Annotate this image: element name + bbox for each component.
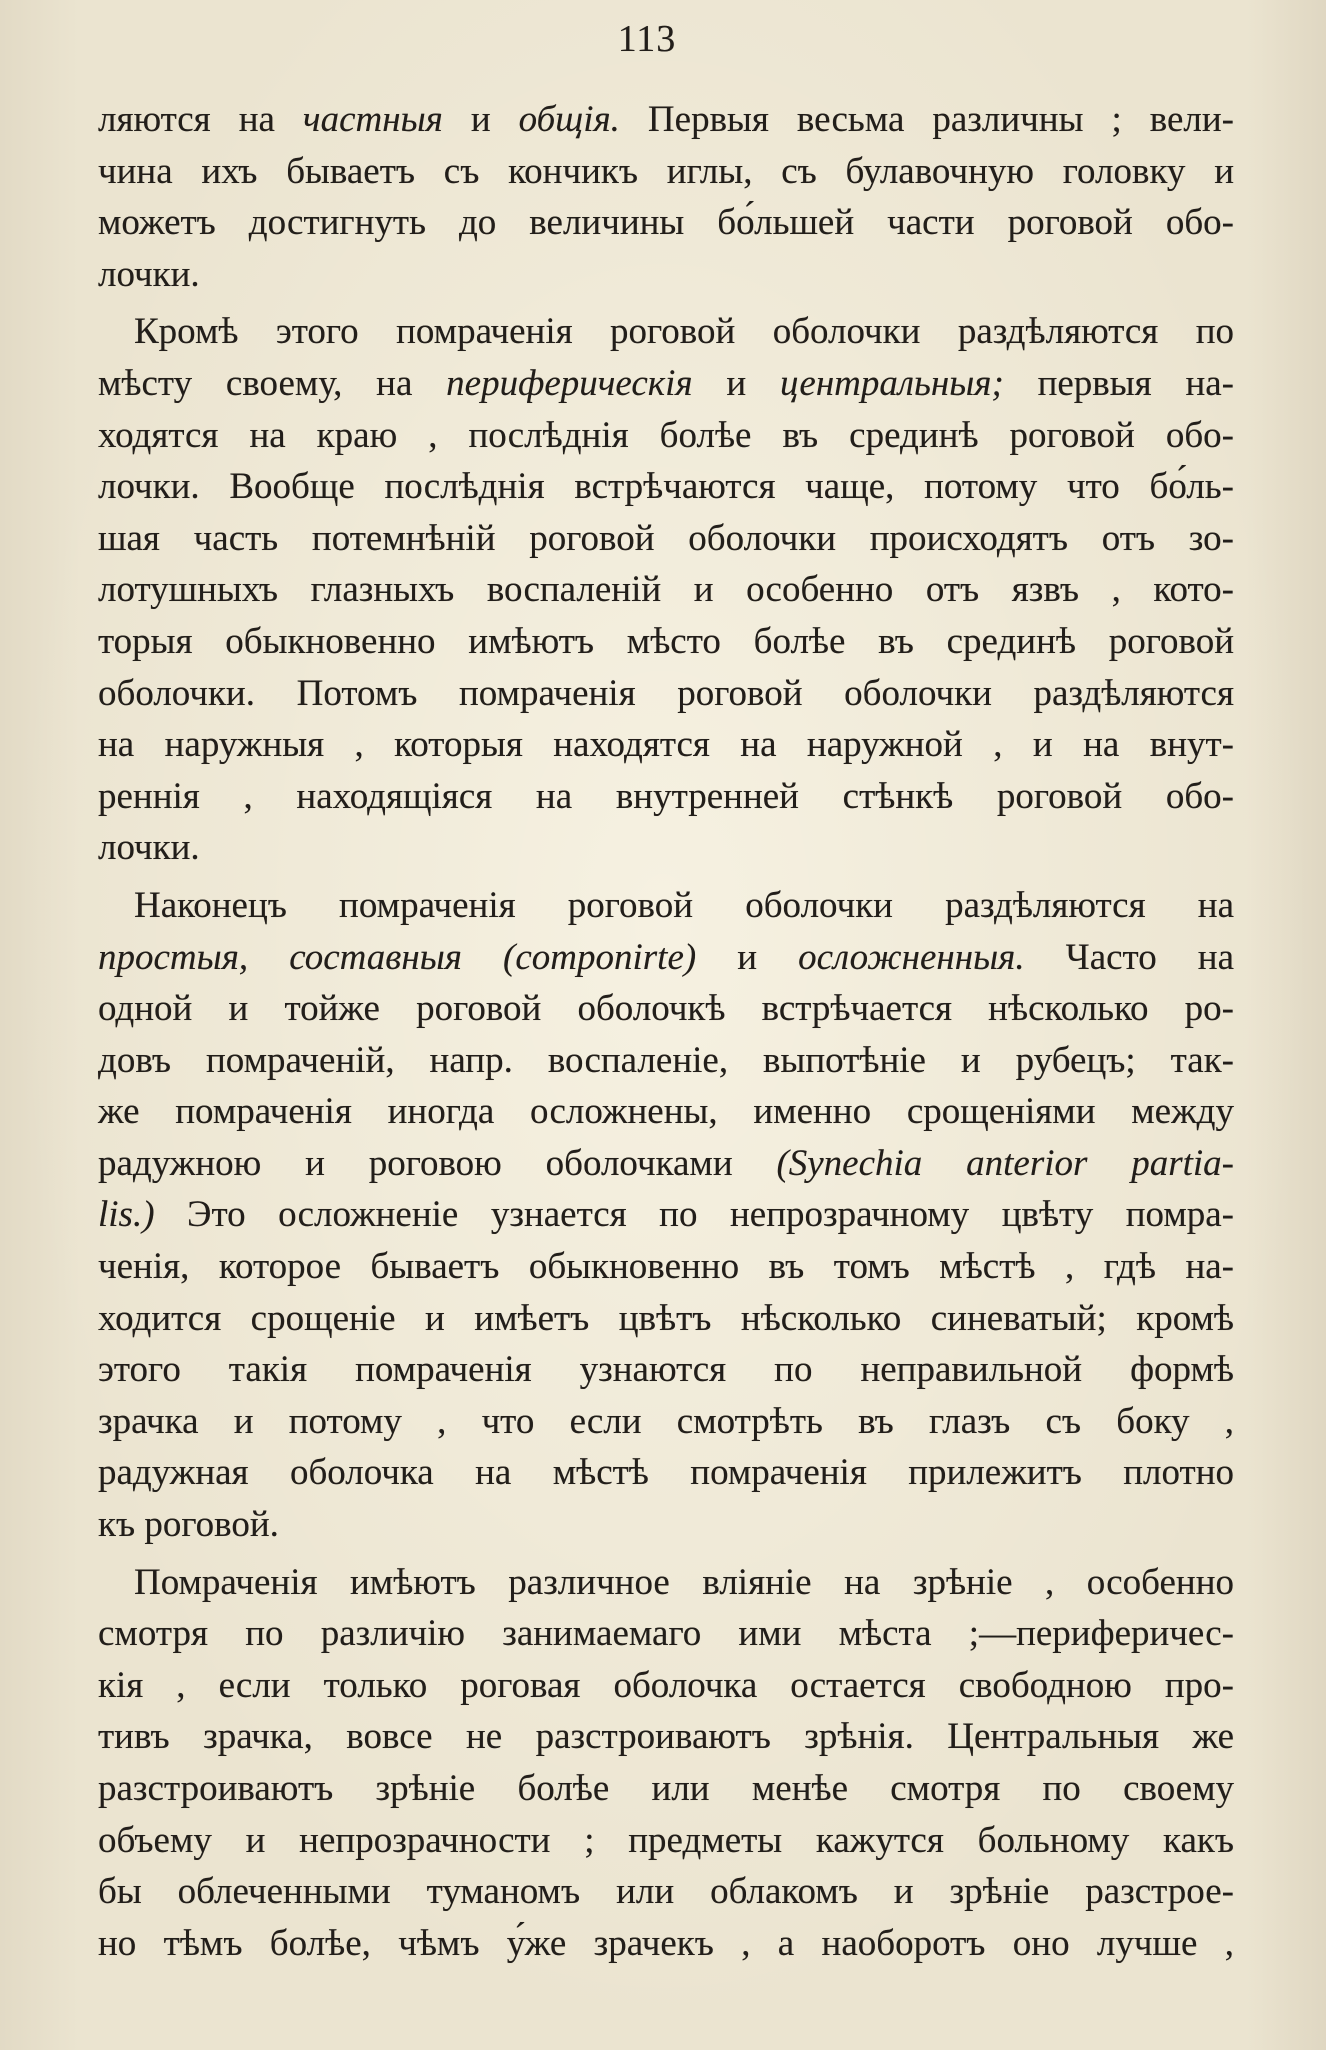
italic-text-run: периферическія	[446, 362, 693, 404]
text-run: торыя обыкновенно имѣютъ мѣсто болѣе въ срединѣ роговой	[98, 620, 1234, 662]
text-run: первыя на-	[1003, 362, 1234, 404]
text-line	[98, 1557, 1234, 1609]
text-run: смотря по различію занимаемаго ими мѣста ;—периферичес-	[98, 1613, 1234, 1655]
text-run: ходится срощеніе и имѣетъ цвѣтъ нѣсколько синеватый; кромѣ	[98, 1297, 1234, 1339]
text-run: тивъ зрачка, вовсе не разстроиваютъ зрѣнія. Центральныя же	[98, 1716, 1234, 1758]
text-line	[98, 1499, 1234, 1551]
text-run: Первыя весьма различны ; вели-	[619, 99, 1234, 140]
text-line	[98, 1241, 1234, 1293]
text-run: довъ помраченій, напр. воспаленіе, выпотѣніе и рубецъ; так-	[98, 1039, 1234, 1081]
text-line	[98, 1396, 1234, 1448]
text-line	[98, 249, 1234, 301]
text-line	[98, 358, 1234, 410]
text-line	[98, 1189, 1234, 1241]
text-run: лочки.	[98, 827, 200, 869]
text-run: объему и непрозрачности ; предметы кажутся больному какъ	[98, 1819, 1234, 1861]
text-line	[98, 983, 1234, 1035]
text-line	[98, 1763, 1234, 1815]
text-line	[98, 1608, 1234, 1660]
text-line	[98, 616, 1234, 668]
paragraph	[98, 880, 1234, 1551]
text-run: этого такія помраченія узнаются по неправильной формѣ	[98, 1349, 1234, 1391]
text-run: кія , если только роговая оболочка остается свободною про-	[98, 1664, 1234, 1706]
text-run: реннія , находящіяся на внутренней стѣнкѣ роговой обо-	[98, 775, 1234, 817]
text-line	[98, 564, 1234, 616]
text-run: но тѣмъ болѣе, чѣмъ у́же зрачекъ , а наоборотъ оно лучше ,	[98, 1922, 1234, 1964]
text-line	[98, 771, 1234, 823]
text-run: Помраченія имѣютъ различное вліяніе на зрѣніе , особенно	[134, 1561, 1234, 1603]
text-line	[98, 306, 1234, 358]
text-run: на наружныя , которыя находятся на наружной , и на внут-	[98, 724, 1234, 766]
text-line	[98, 197, 1234, 249]
text-run: зрачка и потому , что если смотрѣть въ глазъ съ боку ,	[98, 1400, 1234, 1442]
text-line	[98, 513, 1234, 565]
text-line	[98, 932, 1234, 984]
italic-text-run: (Synechia anterior partia-	[776, 1142, 1234, 1184]
page-number: 113	[617, 18, 677, 60]
text-line	[98, 146, 1234, 198]
paragraph	[98, 306, 1234, 874]
text-run: и	[696, 936, 799, 978]
text-run: лочки.	[98, 253, 200, 295]
text-run: оболочки. Потомъ помраченія роговой оболочки раздѣляются	[98, 672, 1234, 714]
italic-text-run: простыя, составныя (componirte)	[98, 936, 697, 978]
italic-text-run: центральныя;	[779, 362, 1004, 404]
text-line	[98, 1293, 1234, 1345]
text-line	[98, 1815, 1234, 1867]
text-line	[98, 1344, 1234, 1396]
paragraph	[98, 94, 1234, 300]
text-run: Это осложненіе узнается по непрозрачному цвѣту помра-	[154, 1194, 1234, 1236]
text-run: радужная оболочка на мѣстѣ помраченія прилежитъ плотно	[98, 1452, 1234, 1494]
text-run: мѣсту своему, на	[98, 362, 447, 404]
italic-text-run: общія.	[518, 99, 620, 140]
text-line	[98, 1660, 1234, 1712]
text-line	[98, 719, 1234, 771]
text-line	[98, 880, 1234, 932]
text-line	[98, 1035, 1234, 1087]
text-line	[98, 1918, 1234, 1970]
text-line	[98, 668, 1234, 720]
text-line	[98, 1866, 1234, 1918]
text-run: и	[692, 362, 780, 404]
text-run: бы облеченными туманомъ или облакомъ и зрѣніе разстрое-	[98, 1871, 1234, 1913]
text-line	[98, 410, 1234, 462]
text-run: радужною и роговою оболочками	[98, 1142, 777, 1184]
text-run: можетъ достигнуть до величины бо́льшей части роговой обо-	[98, 202, 1234, 244]
text-run: чина ихъ бываетъ съ кончикъ иглы, съ булавочную головку и	[98, 150, 1234, 192]
italic-text-run: частныя	[302, 99, 443, 140]
paragraph	[98, 1557, 1234, 1970]
text-run: и	[442, 99, 519, 140]
text-run: ляются на	[98, 99, 303, 140]
text-line	[98, 461, 1234, 513]
text-line	[98, 94, 1234, 146]
text-run: шая часть потемнѣній роговой оболочки происходятъ отъ зо-	[98, 517, 1234, 559]
text-run: Кромѣ этого помраченія роговой оболочки раздѣляются по	[134, 311, 1234, 353]
text-run: лочки. Вообще послѣднія встрѣчаются чаще, потому что бо́ль-	[98, 466, 1234, 508]
text-line	[98, 1138, 1234, 1190]
text-run: разстроиваютъ зрѣніе болѣе или менѣе смотря по своему	[98, 1768, 1234, 1809]
text-line	[98, 822, 1234, 874]
text-run: одной и тойже роговой оболочкѣ встрѣчается нѣсколько ро-	[98, 988, 1234, 1030]
text-run: Часто на	[1024, 936, 1234, 978]
text-line	[98, 1447, 1234, 1499]
text-line	[98, 1086, 1234, 1138]
text-line	[98, 1711, 1234, 1763]
text-run: ходятся на краю , послѣднія болѣе въ срединѣ роговой обо-	[98, 414, 1234, 456]
page-text	[98, 94, 1234, 1969]
text-run: лотушныхъ глазныхъ воспаленій и особенно отъ язвъ , кото-	[98, 569, 1234, 611]
text-run: Наконецъ помраченія роговой оболочки раздѣляются на	[134, 884, 1234, 926]
italic-text-run: lis.)	[98, 1194, 155, 1236]
text-run: ченія, которое бываетъ обыкновенно въ томъ мѣстѣ , гдѣ на-	[98, 1246, 1234, 1288]
text-run: къ роговой.	[98, 1504, 279, 1546]
italic-text-run: осложненныя.	[798, 936, 1025, 978]
text-run: же помраченія иногда осложнены, именно срощеніями между	[98, 1091, 1234, 1133]
